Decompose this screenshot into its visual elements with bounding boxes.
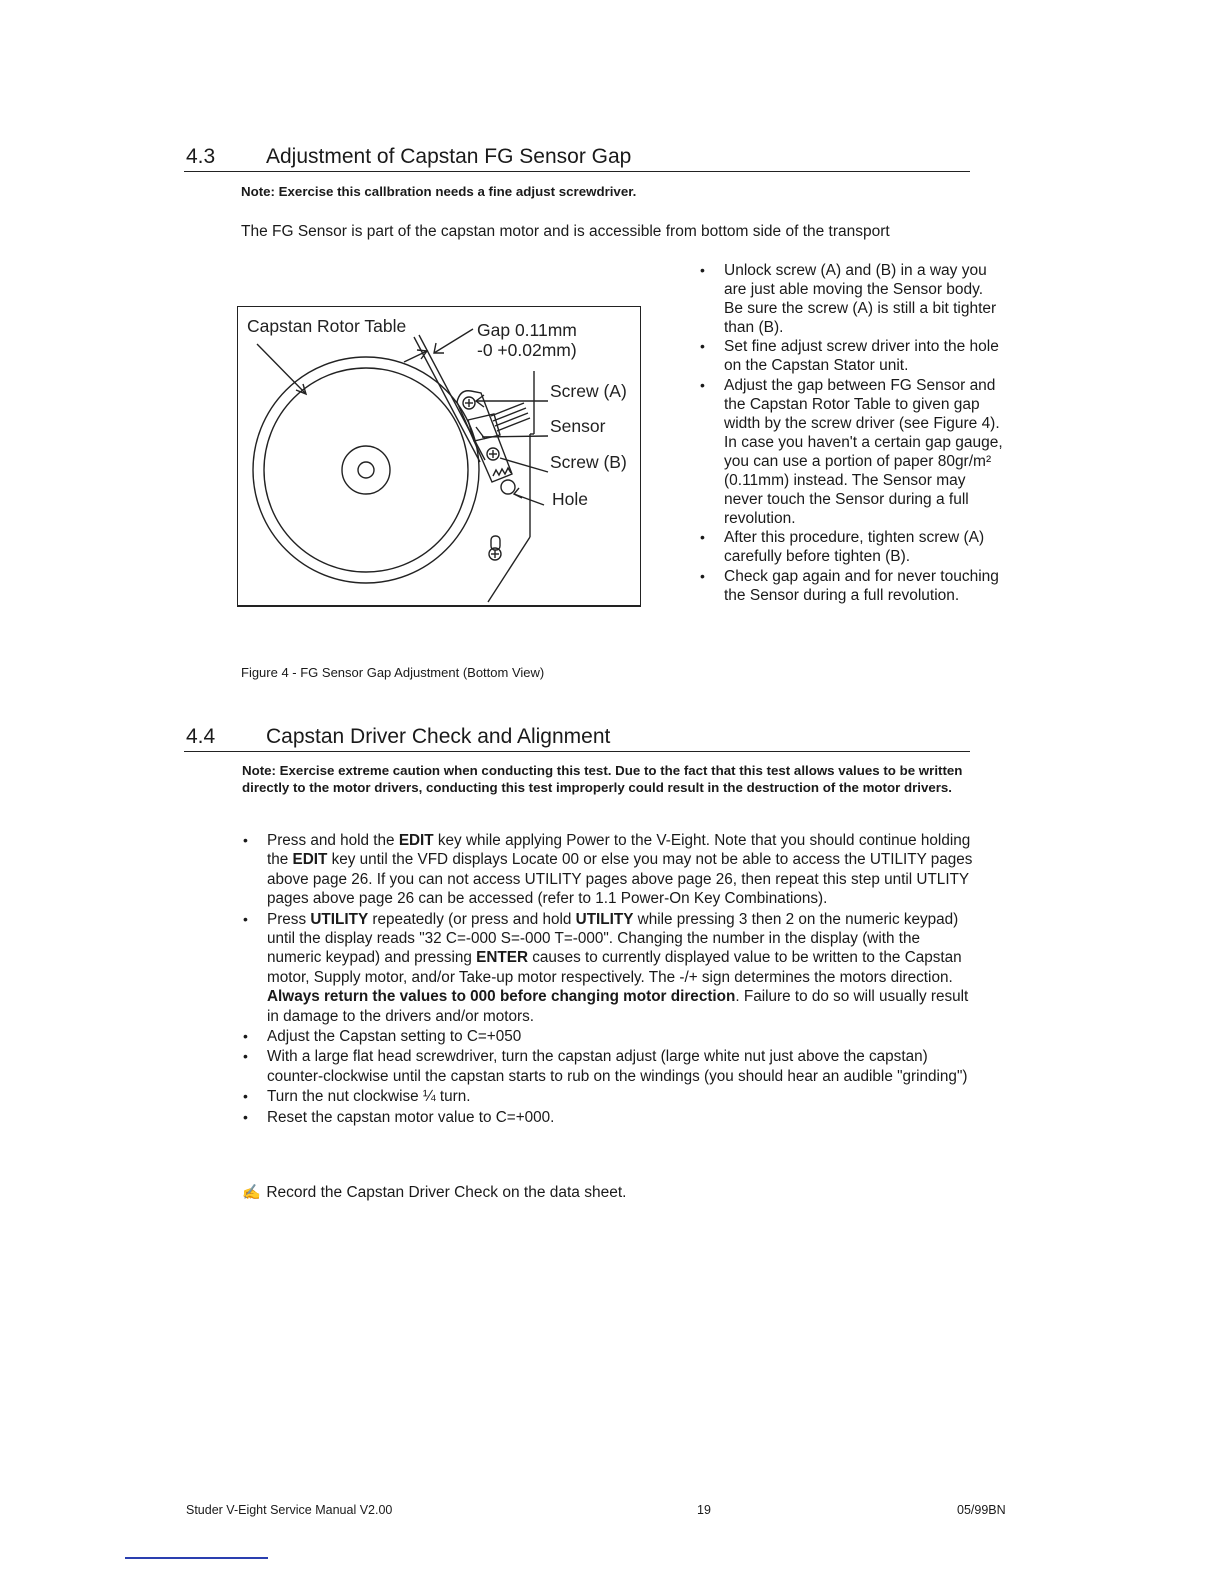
label-capstan-rotor-table: Capstan Rotor Table xyxy=(247,316,407,336)
list-item: • Adjust the gap between FG Sensor and the Capstan Rotor Table to given gap width by the screw driver (see Figure 4). In case you haven't a certain gap gauge, you can use a portion of paper 80gr/m² (0.11mm) instead. The Sensor may never touch the Sensor during a full revolution. xyxy=(694,376,1004,529)
list-item: • Set fine adjust screw driver into the hole on the Capstan Stator unit. xyxy=(694,337,1004,375)
list-item: • After this procedure, tighten screw (A) carefully before tighten (B). xyxy=(694,528,1004,566)
label-gap: Gap 0.11mm xyxy=(477,320,577,340)
label-hole: Hole xyxy=(552,489,588,509)
caution-note: Note: Exercise extreme caution when conducting this test. Due to the fact that this test allows values to be written directly to the motor drivers, conducting this test improperly could result in the destruction of the motor drivers. xyxy=(242,763,963,795)
intro-paragraph: The FG Sensor is part of the capstan motor and is accessible from bottom side of the transport xyxy=(241,223,890,240)
record-instruction xyxy=(242,1183,626,1202)
procedure-list-4-3 xyxy=(694,261,1004,605)
list-item: • Unlock screw (A) and (B) in a way you are just able moving the Sensor body. Be sure the screw (A) is still a bit tighter than (B). xyxy=(694,261,1004,337)
label-sensor: Sensor xyxy=(550,416,606,436)
calibration-note: Note: Exercise this callbration needs a fine adjust screwdriver. xyxy=(241,184,637,199)
footer-date-code: 05/99BN xyxy=(957,1503,1006,1517)
list-item: • Press UTILITY repeatedly (or press and hold UTILITY while pressing 3 then 2 on the numeric keypad) until the display reads "32 C=-000 S=-000 T=-000". Changing the number in the display (with the numeric keypad) and pressing ENTER causes to currently displayed value to be written to the Capstan motor, Supply motor, and/or Take-up motor respectively. The -/+ sign determines the motors direction. Always return the values to 000 before changing motor direction. Failure to do so will usually result in damage to the drivers and/or motors. xyxy=(241,910,976,1026)
section-4-3-heading xyxy=(184,145,970,172)
list-item: • Turn the nut clockwise ¼ turn. xyxy=(241,1087,976,1106)
record-text: Record the Capstan Driver Check on the data sheet. xyxy=(266,1184,627,1201)
label-screw-a: Screw (A) xyxy=(550,381,627,401)
section-4-4-heading xyxy=(184,725,970,752)
figure-fg-sensor-gap xyxy=(237,306,641,607)
list-item: • With a large flat head screwdriver, turn the capstan adjust (large white nut just above the capstan) counter-clockwise until the capstan starts to rub on the windings (you should hear an audible "grinding") xyxy=(241,1047,976,1086)
label-screw-b: Screw (B) xyxy=(550,452,627,472)
writing-hand-icon: ✍ xyxy=(242,1184,261,1201)
footer-page-number: 19 xyxy=(697,1503,711,1517)
label-gap-tolerance: -0 +0.02mm) xyxy=(477,340,577,360)
list-item: • Check gap again and for never touching the Sensor during a full revolution. xyxy=(694,567,1004,605)
section-number: 4.3 xyxy=(186,145,216,168)
figure-caption: Figure 4 - FG Sensor Gap Adjustment (Bottom View) xyxy=(241,665,545,680)
footer-title: Studer V-Eight Service Manual V2.00 xyxy=(186,1503,393,1517)
section-number: 4.4 xyxy=(186,725,216,748)
list-item: • Reset the capstan motor value to C=+000. xyxy=(241,1108,976,1127)
list-item: • Adjust the Capstan setting to C=+050 xyxy=(241,1027,976,1046)
section-title: Capstan Driver Check and Alignment xyxy=(266,725,611,748)
section-title: Adjustment of Capstan FG Sensor Gap xyxy=(266,145,632,168)
divider-line xyxy=(125,1557,268,1559)
procedure-list-4-4 xyxy=(241,831,976,1128)
list-item: • Press and hold the EDIT key while applying Power to the V-Eight. Note that you should continue holding the EDIT key until the VFD displays Locate 00 or else you may not be able to access the UTILITY pages above page 26. If you can not access UTILITY pages above page 26, then repeat this step until UTLITY pages above page 26 can be accessed (refer to 1.1 Power-On Key Combinations). xyxy=(241,831,976,909)
